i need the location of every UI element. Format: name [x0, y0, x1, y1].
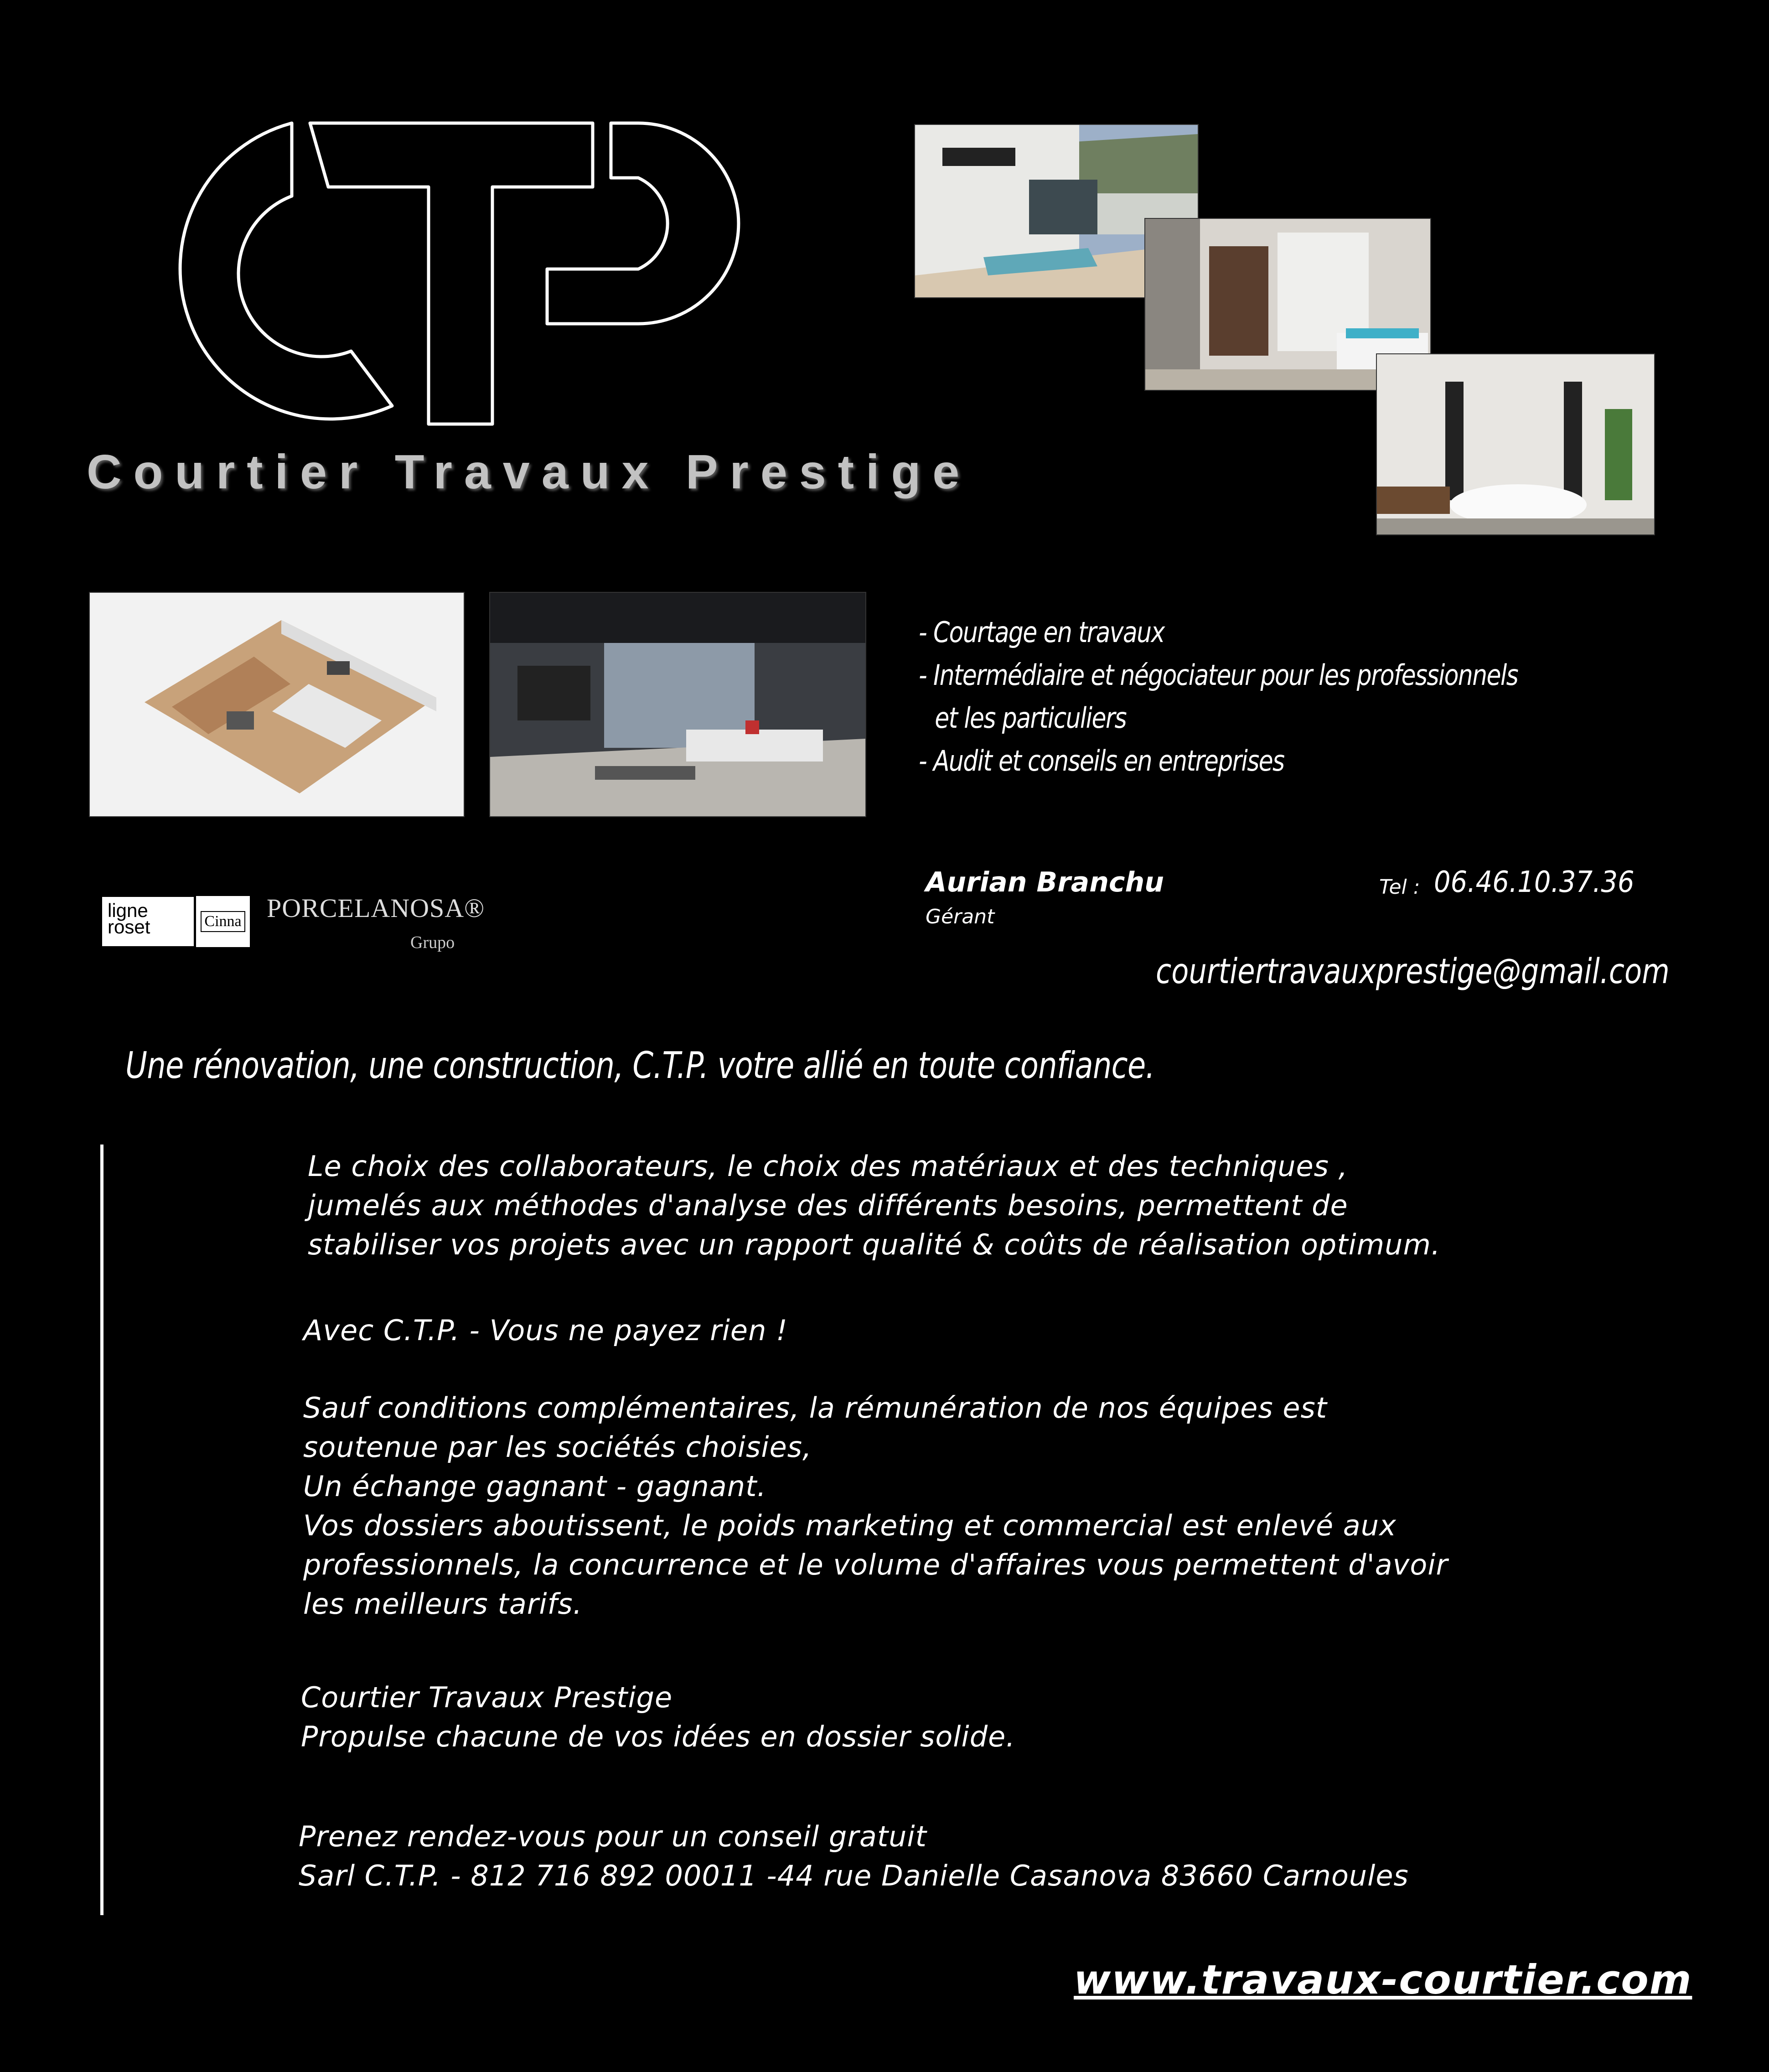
service-item: - Courtage en travaux	[919, 616, 1164, 649]
tel-label: Tel :	[1379, 875, 1420, 899]
paragraph-appointment: Prenez rendez-vous pour un conseil gratuit Sarl C.T.P. - 812 716 892 00011 -44 rue Danielle Casanova 83660 Carnoules	[299, 1820, 1409, 1892]
brand-name: Courtier Travaux Prestige	[87, 445, 972, 499]
paragraph-signature: Courtier Travaux Prestige Propulse chacune de vos idées en dossier solide.	[301, 1681, 1015, 1753]
service-item: - Audit et conseils en entreprises	[919, 744, 1284, 777]
porcelanosa-logo: PORCELANOSA®	[267, 893, 485, 923]
ctp-logo	[137, 114, 775, 433]
contact-role: Gérant	[926, 905, 995, 928]
photo-living-room	[489, 592, 866, 817]
photo-floorplan	[89, 592, 465, 817]
photo-bathroom	[1376, 353, 1655, 535]
ligne-roset-logo: ligne roset	[101, 896, 195, 947]
services-list	[919, 611, 1518, 782]
paragraph-remuneration: Sauf conditions complémentaires, la rémunération de nos équipes est soutenue par les sociétés choisies, Un échange gagnant - gagnant. Vos dossiers aboutissent, le poids marketing et commercial est enlevé aux professionnels, la concurrence et le volume d'affaires vous permettent d'avoir les meilleurs tarifs.	[303, 1391, 1448, 1621]
tagline: Une rénovation, une construction, C.T.P. votre allié en toute confiance.	[125, 1044, 1155, 1087]
contact-email[interactable]: courtiertravauxprestige@gmail.com	[1156, 951, 1670, 991]
cinna-logo: Cinna	[196, 896, 250, 947]
website-link[interactable]: www.travaux-courtier.com	[1074, 1956, 1692, 2003]
paragraph-approach: Le choix des collaborateurs, le choix des matériaux et des techniques , jumelés aux méthodes d'analyse des différents besoins, permettent de stabiliser vos projets avec un rapport qualité & coûts de réalisation optimum.	[308, 1150, 1441, 1261]
contact-name: Aurian Branchu	[926, 866, 1164, 898]
service-item: et les particuliers	[935, 701, 1127, 735]
left-divider	[100, 1145, 103, 1915]
paragraph-free: Avec C.T.P. - Vous ne payez rien !	[303, 1314, 788, 1347]
service-item: - Intermédiaire et négociateur pour les professionnels	[919, 658, 1518, 692]
tel-number[interactable]: 06.46.10.37.36	[1434, 865, 1635, 899]
porcelanosa-subtitle: Grupo	[410, 933, 455, 952]
